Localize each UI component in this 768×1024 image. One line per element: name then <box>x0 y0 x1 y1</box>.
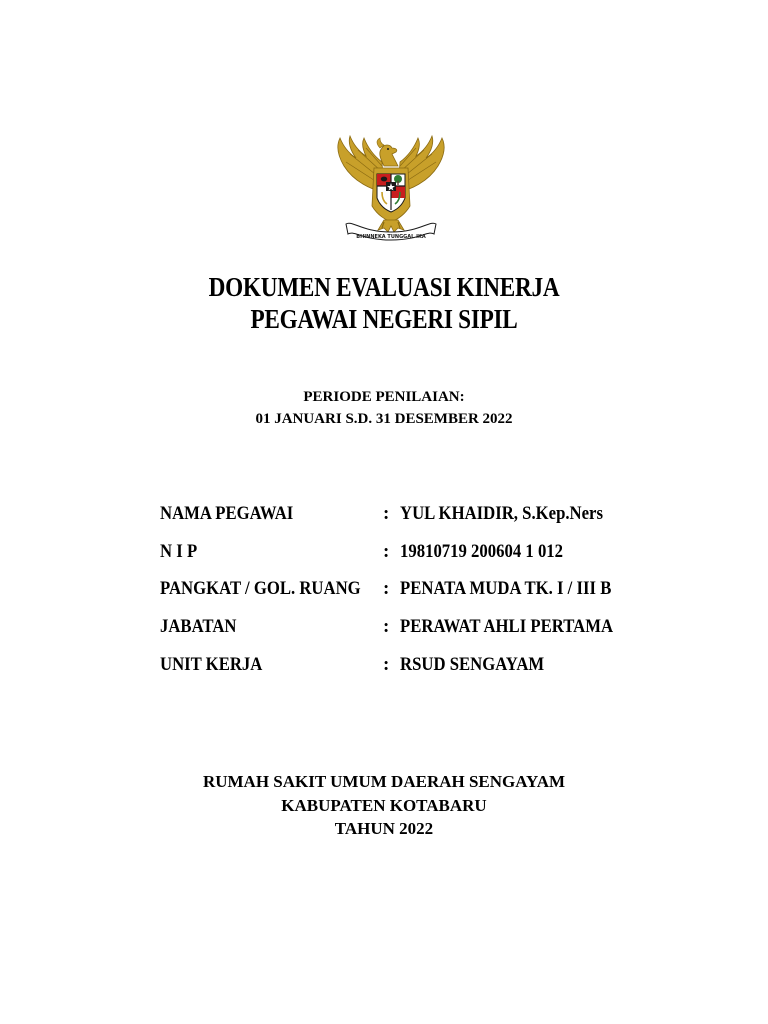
info-row-nama <box>160 503 680 527</box>
info-separator: : <box>383 654 390 675</box>
document-title-line1: DOKUMEN EVALUASI KINERJA <box>208 272 560 302</box>
info-separator: : <box>383 503 390 524</box>
regency-name: KABUPATEN KOTABARU <box>281 796 487 815</box>
info-value: 19810719 200604 1 012 <box>400 541 564 562</box>
document-title-line2: PEGAWAI NEGERI SIPIL <box>250 304 518 334</box>
period-label: PERIODE PENILAIAN: <box>303 389 465 405</box>
info-value: RSUD SENGAYAM <box>400 654 545 675</box>
garuda-emblem-icon <box>332 132 450 244</box>
info-row-nip <box>160 541 680 565</box>
info-value: YUL KHAIDIR, S.Kep.Ners <box>400 503 603 524</box>
period-range: 01 JANUARI S.D. 31 DESEMBER 2022 <box>255 411 513 427</box>
info-separator: : <box>383 616 390 637</box>
info-separator: : <box>383 578 390 599</box>
info-label: N I P <box>160 541 198 562</box>
info-row-jabatan <box>160 616 680 640</box>
info-label: NAMA PEGAWAI <box>160 503 294 524</box>
info-row-unit-kerja <box>160 654 680 678</box>
institution-name: RUMAH SAKIT UMUM DAERAH SENGAYAM <box>202 772 566 791</box>
info-separator: : <box>383 541 390 562</box>
motto-text: BHINNEKA TUNGGAL IKA <box>356 234 426 240</box>
info-label: PANGKAT / GOL. RUANG <box>160 578 361 599</box>
info-label: UNIT KERJA <box>160 654 263 675</box>
info-row-pangkat <box>160 578 680 602</box>
info-value: PENATA MUDA TK. I / III B <box>400 578 612 599</box>
info-value: PERAWAT AHLI PERTAMA <box>400 616 614 637</box>
info-label: JABATAN <box>160 616 237 637</box>
document-year: TAHUN 2022 <box>334 819 434 838</box>
